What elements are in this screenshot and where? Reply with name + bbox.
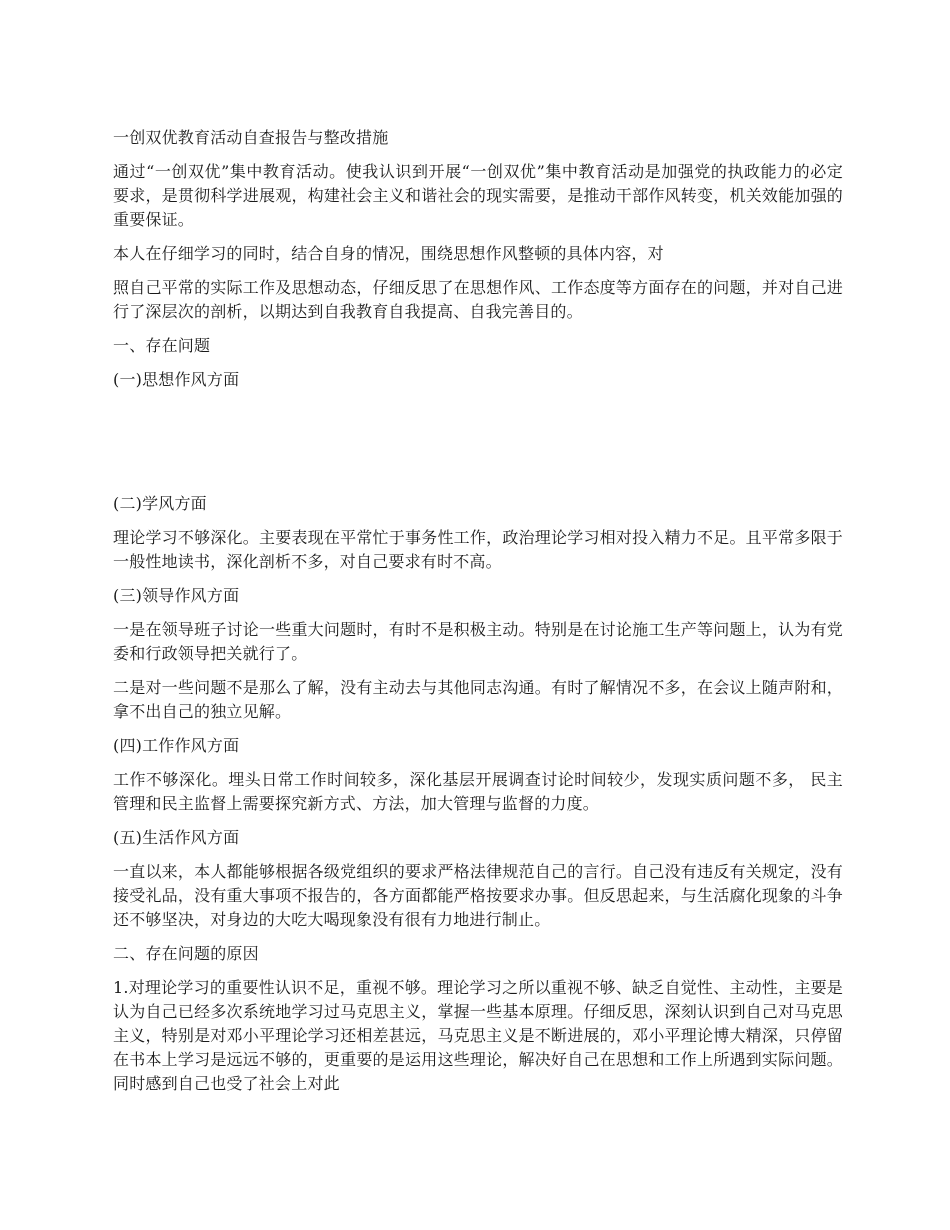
work-style-paragraph: 工作不够深化。埋头日常工作时间较多，深化基层开展调查讨论时间较少，发现实质问题不多， 民主管理和民主监督上需要探究新方式、方法，加大管理与监督的力度。 — [113, 770, 843, 813]
intro-paragraph-1: 通过“一创双优”集中教育活动。使我认识到开展“一创双优”集中教育活动是加强党的执政能力的必定要求，是贯彻科学进展观，构建社会主义和谐社会的现实需要，是推动干部作风转变，机关效能加强的重要保证。 — [113, 162, 843, 229]
cause-paragraph-1: 1.对理论学习的重要性认识不足，重视不够。理论学习之所以重视不够、缺乏自觉性、主动性，主要是认为自己已经多次系统地学习过马克思主义，掌握一些基本原理。仔细反思，深刻认识到自己对马克思主义，特别是对邓小平理论学习还相差甚远，马克思主义是不断进展的，邓小平理论博大精深，只停留在书本上学习是远远不够的，更重要的是运用这些理论，解决好自己在思想和工作上所遇到实际问题。同时感到自己也受了社会上对此 — [113, 978, 843, 1093]
subheading-life-style: (五)生活作风方面 — [113, 828, 240, 847]
leadership-paragraph-2: 二是对一些问题不是那么了解，没有主动去与其他同志沟通。有时了解情况不多，在会议上随声附和，拿不出自己的独立见解。 — [113, 678, 843, 721]
study-style-paragraph: 理论学习不够深化。主要表现在平常忙于事务性工作，政治理论学习相对投入精力不足。且平常多限于一般性地读书，深化剖析不多，对自己要求有时不高。 — [113, 528, 843, 571]
subheading-thinking-style: (一)思想作风方面 — [113, 370, 240, 389]
document-page — [113, 126, 843, 1106]
life-style-paragraph: 一直以来，本人都能够根据各级党组织的要求严格法律规范自己的言行。自己没有违反有关规定，没有接受礼品，没有重大事项不报告的，各方面都能严格按要求办事。但反思起来，与生活腐化现象的斗争还不够坚决，对身边的大吃大喝现象没有很有力地进行制止。 — [113, 862, 843, 929]
subheading-work-style: (四)工作作风方面 — [113, 736, 240, 755]
leadership-paragraph-1: 一是在领导班子讨论一些重大问题时，有时不是积极主动。特别是在讨论施工生产等问题上，认为有党委和行政领导把关就行了。 — [113, 620, 843, 663]
subheading-study-style: (二)学风方面 — [113, 494, 207, 513]
section-heading-problems: 一、存在问题 — [113, 336, 211, 355]
section-heading-causes: 二、存在问题的原因 — [113, 944, 259, 963]
intro-paragraph-2: 本人在仔细学习的同时，结合自身的情况，围绕思想作风整顿的具体内容，对 — [113, 244, 664, 263]
intro-paragraph-3: 照自己平常的实际工作及思想动态，仔细反思了在思想作风、工作态度等方面存在的问题，并对自己进行了深层次的剖析，以期达到自我教育自我提高、自我完善目的。 — [113, 278, 843, 321]
subheading-leadership-style: (三)领导作风方面 — [113, 586, 240, 605]
blank-space — [113, 402, 843, 492]
document-title: 一创双优教育活动自查报告与整改措施 — [113, 128, 389, 147]
